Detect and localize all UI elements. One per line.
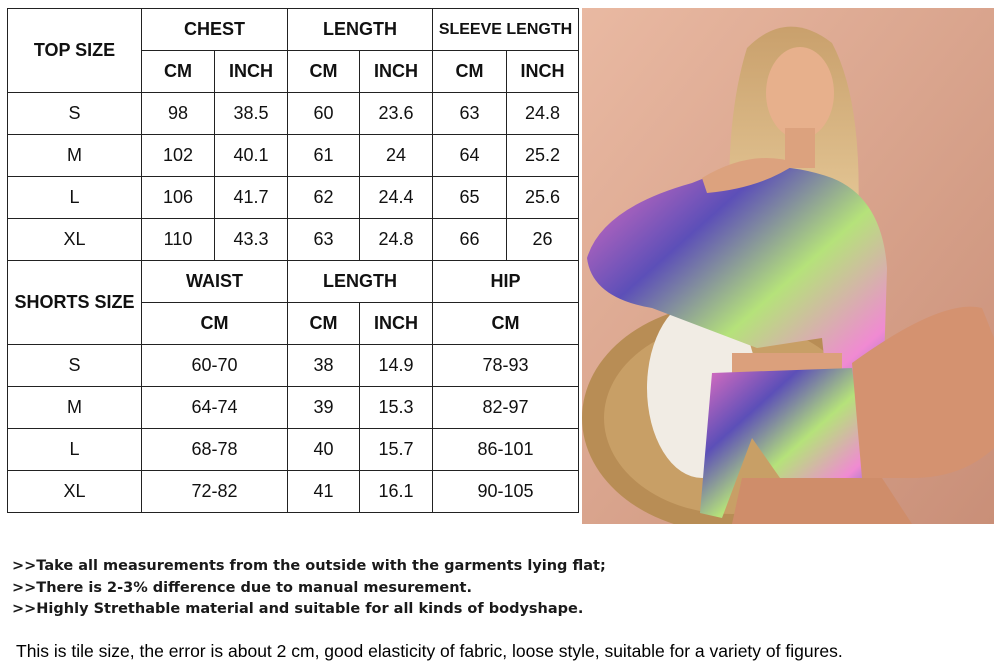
value-cell: 16.1 (360, 471, 433, 513)
unit-cell: INCH (360, 51, 433, 93)
size-cell: XL (8, 219, 142, 261)
top-length-header: LENGTH (288, 9, 433, 51)
table-row (8, 429, 579, 471)
unit-cell: CM (288, 51, 360, 93)
value-cell: 15.7 (360, 429, 433, 471)
value-cell: 64-74 (142, 387, 288, 429)
value-cell: 66 (433, 219, 507, 261)
unit-cell: INCH (507, 51, 579, 93)
value-cell: 82-97 (433, 387, 579, 429)
value-cell: 40.1 (215, 135, 288, 177)
value-cell: 60-70 (142, 345, 288, 387)
value-cell: 24.8 (360, 219, 433, 261)
size-cell: S (8, 93, 142, 135)
value-cell: 63 (433, 93, 507, 135)
size-cell: L (8, 177, 142, 219)
model-photo (582, 8, 994, 524)
value-cell: 90-105 (433, 471, 579, 513)
value-cell: 65 (433, 177, 507, 219)
value-cell: 98 (142, 93, 215, 135)
shorts-size-header: SHORTS SIZE (8, 261, 142, 345)
sleeve-length-header: SLEEVE LENGTH (433, 9, 579, 51)
size-cell: M (8, 135, 142, 177)
shorts-group-header-row (8, 261, 579, 303)
size-chart-table (7, 8, 579, 513)
footer-note: This is tile size, the error is about 2 cm, good elasticity of fabric, loose style, suitable for a variety of figures. (16, 640, 843, 661)
value-cell: 15.3 (360, 387, 433, 429)
note-line: >>Highly Strethable material and suitable for all kinds of bodyshape. (12, 601, 584, 617)
value-cell: 64 (433, 135, 507, 177)
top-group-header-row (8, 9, 579, 51)
unit-cell: CM (142, 51, 215, 93)
table-row (8, 177, 579, 219)
value-cell: 41.7 (215, 177, 288, 219)
note-line: >>There is 2-3% difference due to manual mesurement. (12, 579, 472, 596)
value-cell: 40 (288, 429, 360, 471)
table-row (8, 387, 579, 429)
hip-header: HIP (433, 261, 579, 303)
value-cell: 106 (142, 177, 215, 219)
value-cell: 102 (142, 135, 215, 177)
size-cell: S (8, 345, 142, 387)
value-cell: 60 (288, 93, 360, 135)
unit-cell: INCH (215, 51, 288, 93)
value-cell: 110 (142, 219, 215, 261)
waist-header: WAIST (142, 261, 288, 303)
value-cell: 68-78 (142, 429, 288, 471)
value-cell: 23.6 (360, 93, 433, 135)
value-cell: 25.6 (507, 177, 579, 219)
value-cell: 72-82 (142, 471, 288, 513)
note-line: >>Take all measurements from the outside with the garments lying flat; (12, 558, 606, 574)
unit-cell: CM (433, 303, 579, 345)
value-cell: 38.5 (215, 93, 288, 135)
unit-cell: CM (433, 51, 507, 93)
unit-cell: CM (288, 303, 360, 345)
value-cell: 24.4 (360, 177, 433, 219)
value-cell: 62 (288, 177, 360, 219)
table-row (8, 471, 579, 513)
table-row (8, 93, 579, 135)
value-cell: 78-93 (433, 345, 579, 387)
value-cell: 25.2 (507, 135, 579, 177)
size-cell: L (8, 429, 142, 471)
value-cell: 14.9 (360, 345, 433, 387)
value-cell: 43.3 (215, 219, 288, 261)
table-row (8, 219, 579, 261)
value-cell: 61 (288, 135, 360, 177)
value-cell: 26 (507, 219, 579, 261)
notes-section (12, 556, 992, 662)
value-cell: 24 (360, 135, 433, 177)
value-cell: 39 (288, 387, 360, 429)
top-size-header: TOP SIZE (8, 9, 142, 93)
unit-cell: CM (142, 303, 288, 345)
size-cell: XL (8, 471, 142, 513)
chest-header: CHEST (142, 9, 288, 51)
size-cell: M (8, 387, 142, 429)
value-cell: 38 (288, 345, 360, 387)
value-cell: 24.8 (507, 93, 579, 135)
unit-cell: INCH (360, 303, 433, 345)
table-row (8, 345, 579, 387)
value-cell: 63 (288, 219, 360, 261)
value-cell: 86-101 (433, 429, 579, 471)
value-cell: 41 (288, 471, 360, 513)
shorts-length-header: LENGTH (288, 261, 433, 303)
table-row (8, 135, 579, 177)
